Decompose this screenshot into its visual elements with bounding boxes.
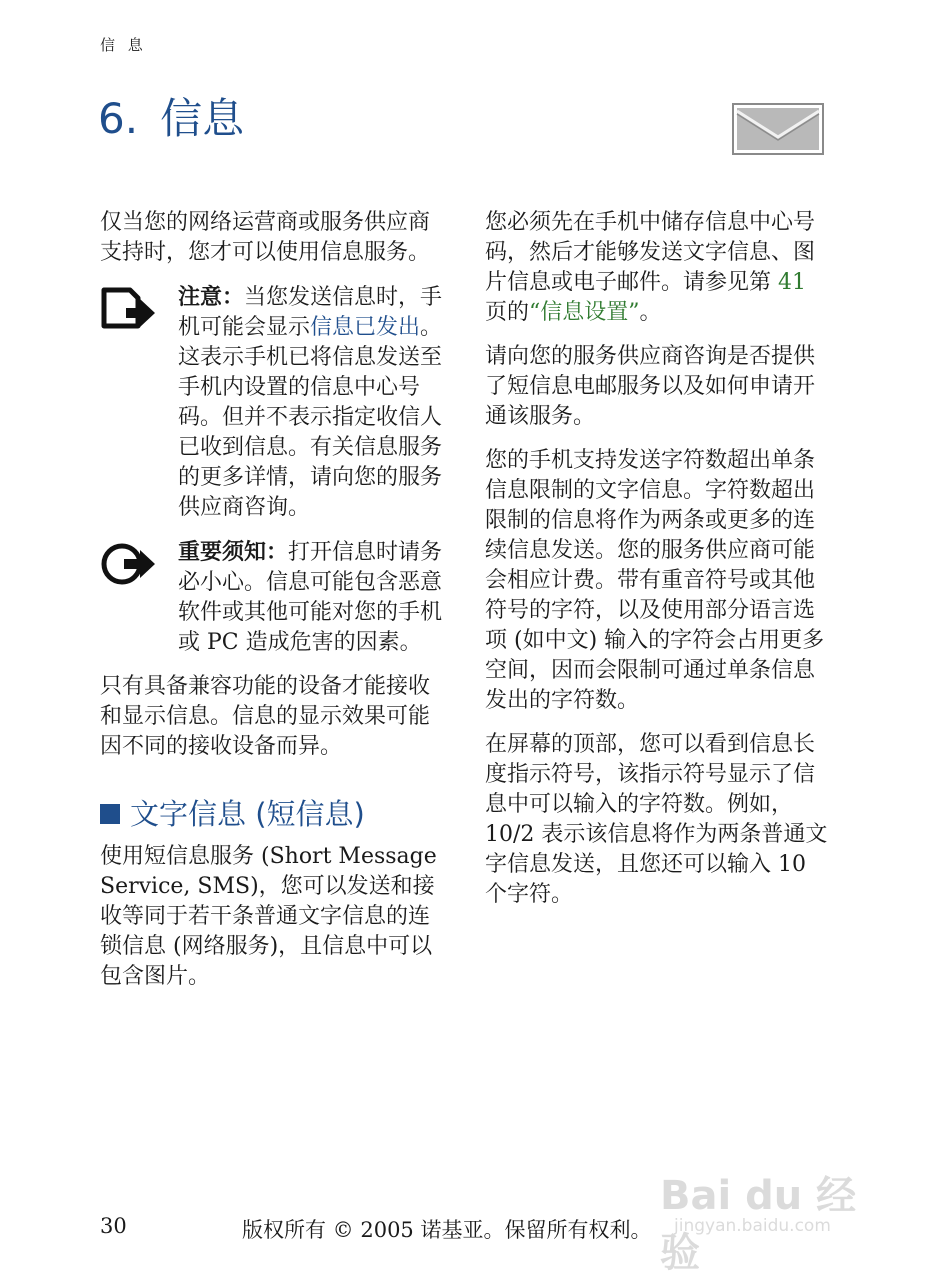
chapter-title-text: 信息 (160, 94, 245, 143)
compat-paragraph: 只有具备兼容功能的设备才能接收和显示信息。信息的显示效果可能因不同的接收设备而异。 (100, 674, 431, 759)
p1-mid: 页的 (485, 300, 530, 325)
important-icon (100, 541, 156, 587)
section-heading-text: 文字信息 (短信息) (130, 797, 365, 831)
important-label: 重要须知： (178, 539, 289, 565)
section-square-icon (100, 804, 120, 824)
note-text-before: 当您发送信息时，手机可能会显示 (178, 285, 443, 340)
note-label: 注意： (178, 284, 245, 310)
important-block (100, 537, 444, 658)
length-indicator-paragraph: 在屏幕的顶部，您可以看到信息长度指示符号，该指示符号显示了信息中可以输入的字符数。例如，10/2 表示该信息将作为两条普通文字信息发送，且您还可以输入 10 个字符。 (485, 732, 828, 907)
chapter-title (98, 86, 244, 146)
watermark-brand: Bai du 经验 (660, 1173, 857, 1276)
email-service-paragraph: 请向您的服务供应商咨询是否提供了短信息电邮服务以及如何申请开通该服务。 (485, 344, 816, 429)
section-heading (100, 796, 444, 832)
note-block (100, 282, 444, 523)
long-message-paragraph: 您的手机支持发送字符数超出单条信息限制的文字信息。字符数超出限制的信息将作为两条或更多的连续信息发送。您的服务供应商可能会相应计费。带有重音符号或其他符号的字符，以及使用部分语言选项 (如中文) 输入的字符会占用更多空间，因而会限制可通过单条信息发出的字符数。 (485, 448, 825, 713)
note-icon (100, 286, 156, 332)
right-column (485, 208, 829, 924)
note-text-after: 。这表示手机已将信息发送至手机内设置的信息中心号码。但并不表示指定收信人已收到信息。有关信息服务的更多详情，请向您的服务供应商咨询。 (178, 315, 443, 520)
p1-after: 。 (639, 300, 662, 325)
p1-before: 您必须先在手机中储存信息中心号码，然后才能够发送文字信息、图片信息或电子邮件。请参见第 (485, 210, 816, 295)
chapter-number: 6. (98, 94, 139, 143)
page-number: 30 (100, 1214, 127, 1238)
sms-intro-paragraph: 使用短信息服务 (Short Message Service, SMS)，您可以发送和接收等同于若干条普通文字信息的连锁信息 (网络服务)，且信息中可以包含图片。 (100, 844, 437, 989)
watermark-url: jingyan.baidu.com (674, 1216, 831, 1236)
baidu-watermark (660, 1140, 880, 1276)
envelope-icon (732, 103, 824, 155)
message-settings-link[interactable]: “信息设置” (529, 300, 640, 325)
important-text: 打开信息时请务必小心。信息可能包含恶意软件或其他可能对您的手机或 PC 造成危害的因素。 (178, 540, 443, 655)
copyright-notice: 版权所有 © 2005 诺基亚。保留所有权利。 (242, 1218, 652, 1242)
page-ref[interactable]: 41 (778, 270, 806, 295)
message-center-paragraph (485, 208, 829, 328)
sent-message-link[interactable]: 信息已发出 (310, 315, 421, 340)
left-column (100, 208, 444, 1006)
running-head: 信 息 (100, 36, 147, 54)
note-paragraph (178, 282, 444, 523)
important-paragraph (178, 537, 444, 658)
intro-paragraph: 仅当您的网络运营商或服务供应商支持时，您才可以使用信息服务。 (100, 210, 431, 265)
